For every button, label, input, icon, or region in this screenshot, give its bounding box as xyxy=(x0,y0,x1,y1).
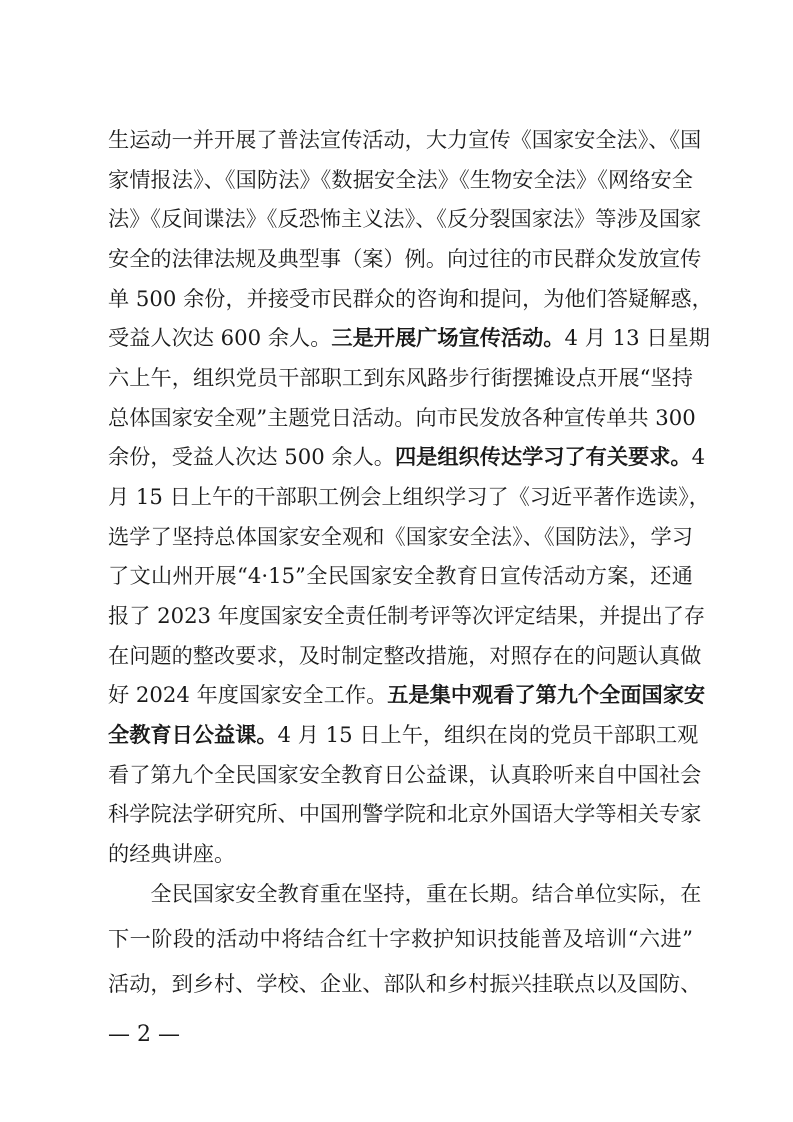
text-line xyxy=(108,634,702,678)
body-text-segment: 了文山州开展“4·15”全民国家安全教育日宣传活动方案，还通 xyxy=(108,563,693,588)
text-line xyxy=(108,753,702,797)
text-line xyxy=(108,515,693,559)
body-text-segment: 六上午，组织党员干部职工到东风路步行街摆摊设点开展“坚持 xyxy=(108,365,693,390)
text-line xyxy=(108,832,693,876)
text-line xyxy=(108,792,702,836)
body-text-segment: 4 月 13 日星期 xyxy=(564,325,710,350)
text-line xyxy=(108,872,702,916)
body-text-segment: 的经典讲座。 xyxy=(108,841,236,866)
body-text-segment: 月 15 日上午的干部职工例会上组织学习了《习近平著作选读》， xyxy=(108,484,710,509)
body-text-segment: 家情报法》、《国防法》《数据安全法》《生物安全法》《网络安全 xyxy=(108,167,693,192)
body-text-segment: 总体国家安全观”主题党日活动。向市民发放各种宣传单共 300 xyxy=(108,405,696,430)
body-text-segment: 看了第九个全民国家安全教育日公益课，认真聆听来自中国社会 xyxy=(108,762,702,787)
body-text-segment: 单 500 余份，并接受市民群众的咨询和提问，为他们答疑解惑， xyxy=(108,286,713,311)
page-number: — 2 — xyxy=(108,1022,180,1047)
text-line xyxy=(108,435,706,479)
body-text-segment: 报了 2023 年度国家安全责任制考评等次评定结果，并提出了存 xyxy=(108,603,706,628)
body-text-segment: 法》《反间谍法》《反恐怖主义法》、《反分裂国家法》等涉及国家 xyxy=(108,206,702,231)
text-line xyxy=(108,356,693,400)
body-text-segment: 在问题的整改要求，及时制定整改措施，对照存在的问题认真做 xyxy=(108,643,702,668)
text-line xyxy=(108,917,693,961)
text-line xyxy=(108,277,713,321)
text-line xyxy=(108,673,706,717)
text-line xyxy=(108,713,699,757)
body-text-segment: 下一阶段的活动中将结合红十字救护知识技能普及培训“六进” xyxy=(108,926,693,951)
text-line xyxy=(108,396,696,440)
text-line xyxy=(108,237,702,281)
text-line xyxy=(108,554,693,598)
text-line xyxy=(108,475,710,519)
body-text-segment: 选学了坚持总体国家安全观和《国家安全法》、《国防法》，学习 xyxy=(108,524,693,549)
body-text-segment: 安全的法律法规及典型事（案）例。向过往的市民群众发放宣传 xyxy=(108,246,702,271)
body-text-segment: 活动，到乡村、学校、企业、部队和乡村振兴挂联点以及国防、 xyxy=(108,971,702,996)
bold-heading-text: 四是组织传达学习了有关要求。 xyxy=(394,444,692,469)
bold-heading-text: 五是集中观看了第九个全面国家安 xyxy=(387,682,706,707)
bold-heading-text: 全教育日公益课。 xyxy=(108,722,278,747)
text-line xyxy=(108,962,702,1006)
text-line xyxy=(108,316,710,360)
body-text-segment: 生运动一并开展了普法宣传活动，大力宣传《国家安全法》、《国 xyxy=(108,127,702,152)
body-text-segment: 4 xyxy=(691,444,706,469)
body-text-segment: 受益人次达 600 余人。 xyxy=(108,325,332,350)
body-text-segment: 科学院法学研究所、中国刑警学院和北京外国语大学等相关专家 xyxy=(108,801,702,826)
text-line xyxy=(108,118,702,162)
body-text-segment: 余份，受益人次达 500 余人。 xyxy=(108,444,395,469)
text-line xyxy=(108,594,706,638)
body-text-segment: 全民国家安全教育重在坚持，重在长期。结合单位实际，在 xyxy=(108,881,702,906)
body-text-segment: 好 2024 年度国家安全工作。 xyxy=(108,682,388,707)
body-text-segment: 4 月 15 日上午，组织在岗的党员干部职工观 xyxy=(277,722,699,747)
text-line xyxy=(108,197,702,241)
text-line xyxy=(108,158,693,202)
bold-heading-text: 三是开展广场宣传活动。 xyxy=(331,325,565,350)
